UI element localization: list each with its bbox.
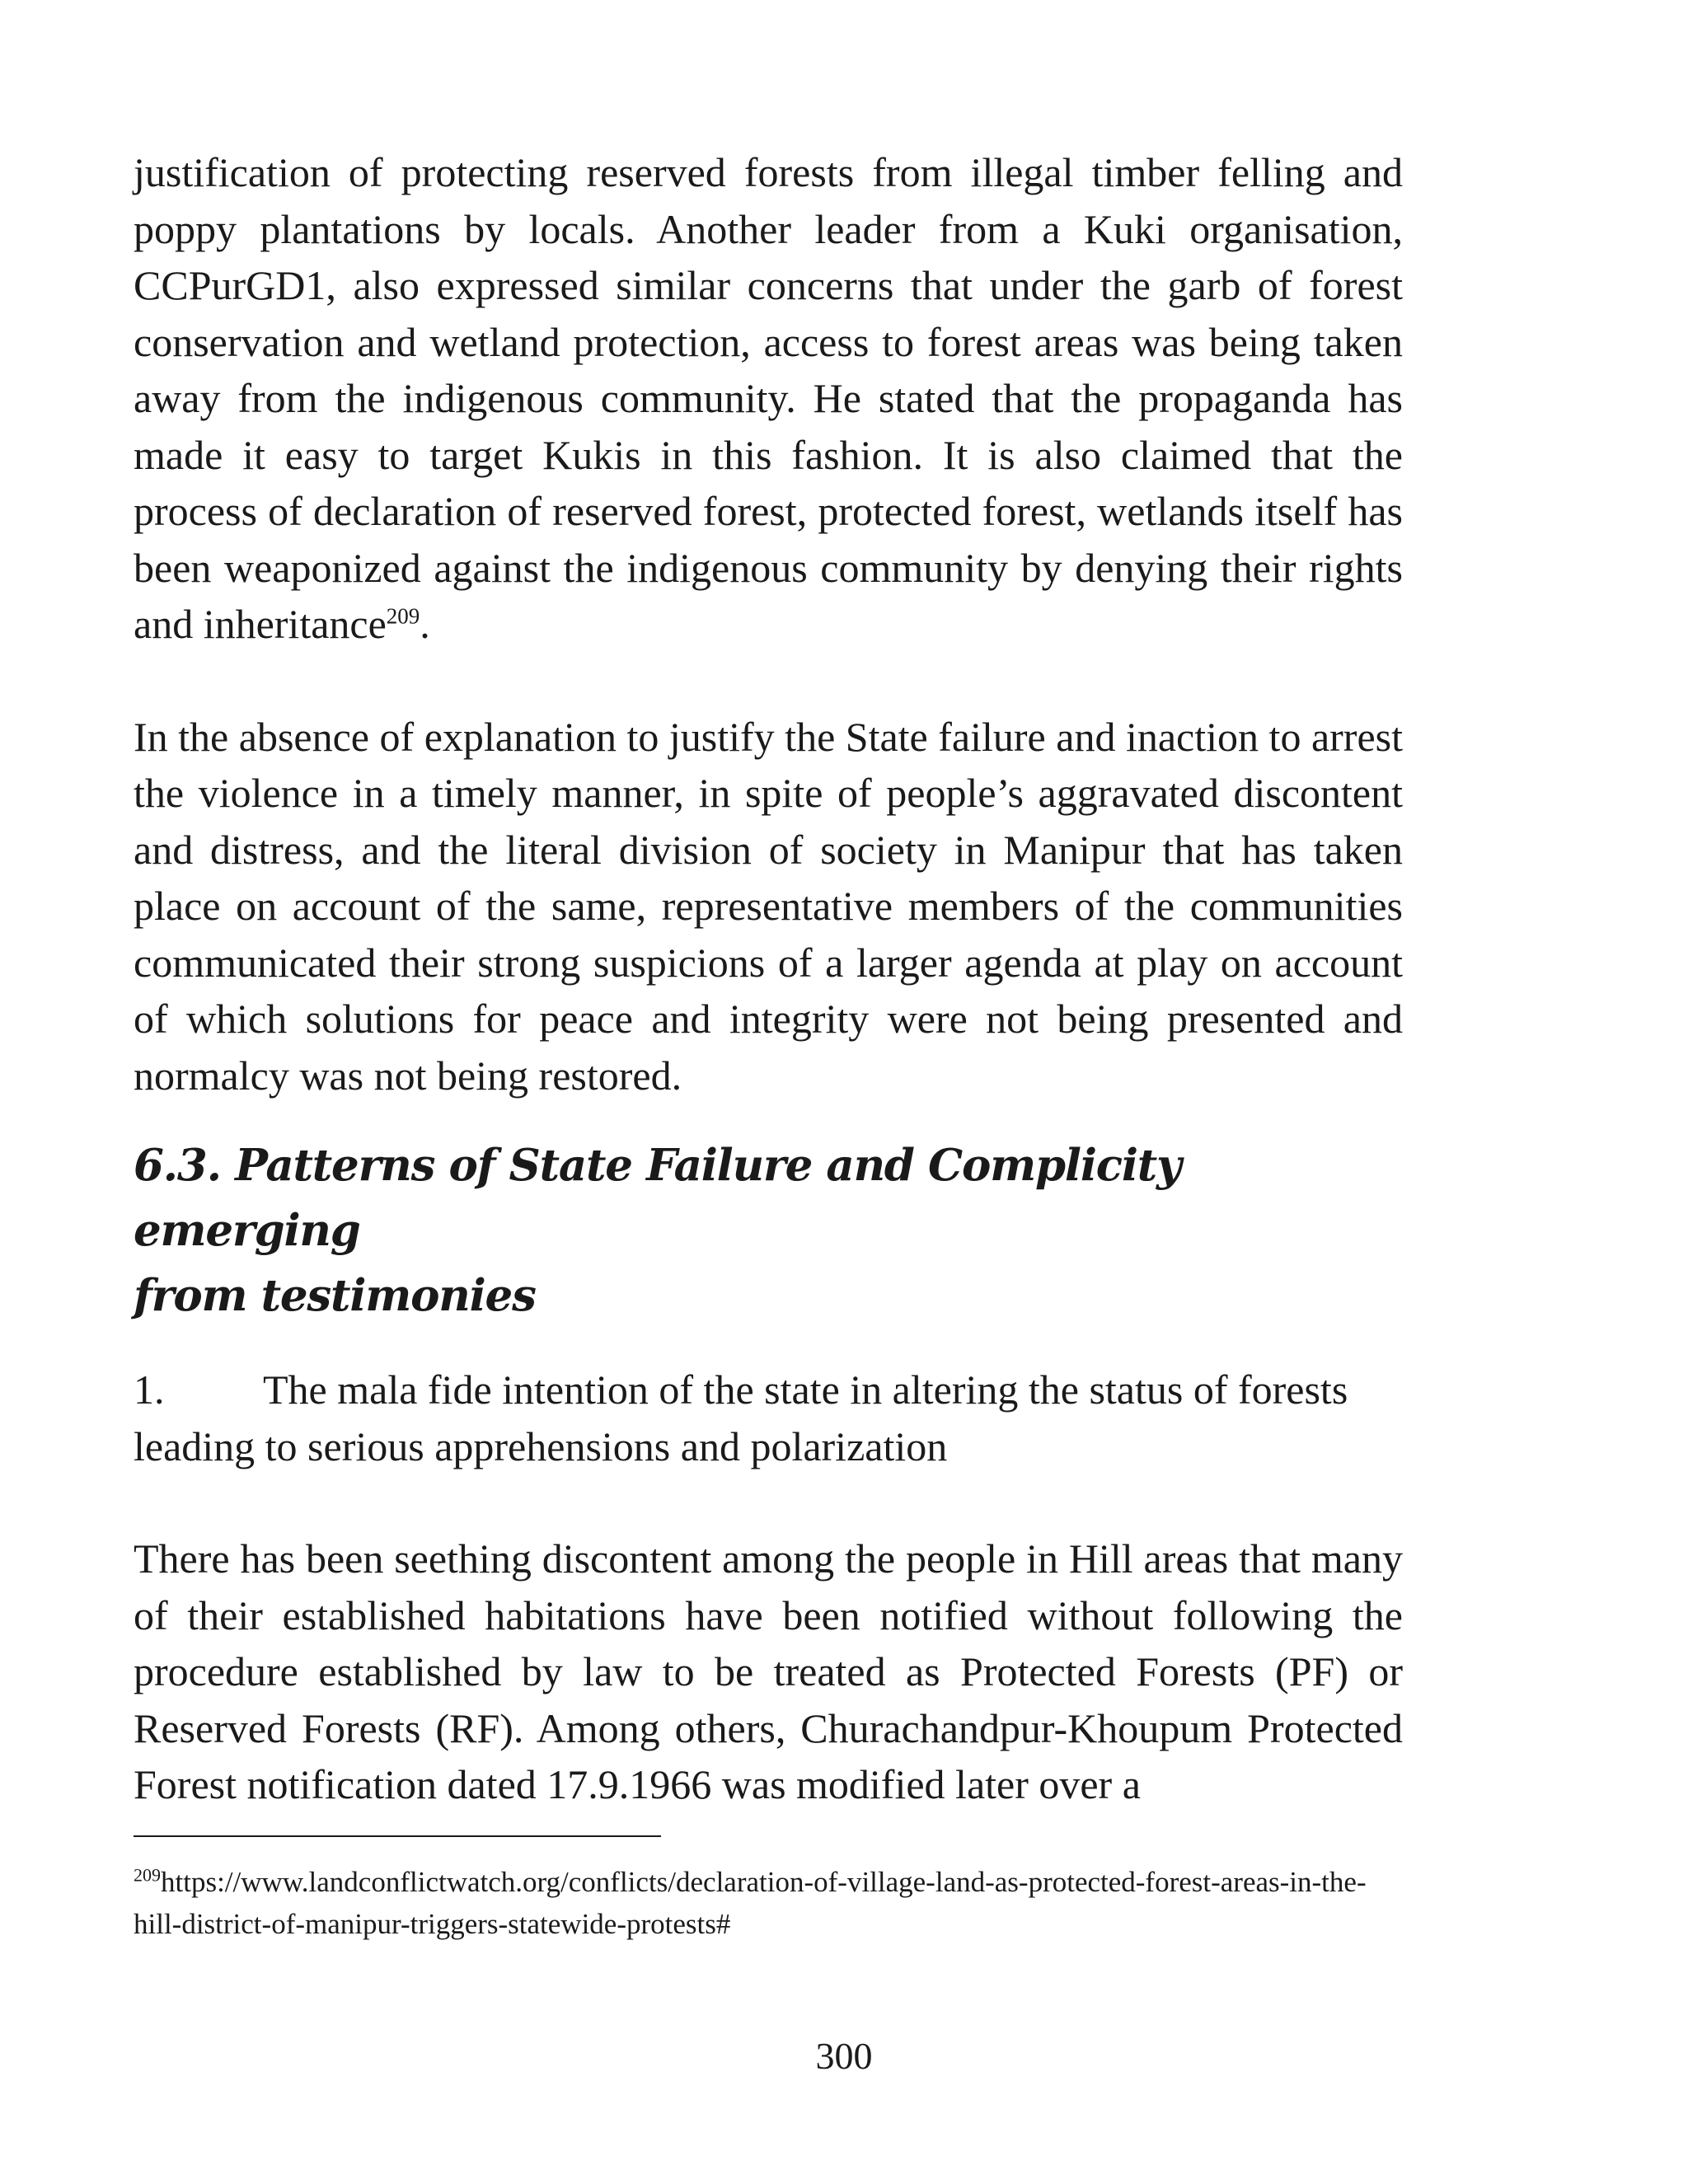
paragraph-spacer [134,1474,1403,1530]
section-heading [134,1133,1403,1329]
list-item-text-start: The mala fide intention of the state in altering the status of forests [263,1366,1348,1413]
list-item [134,1361,1403,1474]
page-body [134,144,1403,1813]
paragraph-3: There has been seething discontent among the people in Hill areas that many of their established habitations have been notified without following the procedure established by law to be treated as Protected Forests (PF) or Reserved Forests (RF). Among others, Churachandpur-Khoupum Protected Forest notification dated 17.9.1966 was modified later over a [134,1535,1403,1807]
footnote [134,1861,1370,1945]
paragraph-1-end: . [420,601,430,647]
paragraph-1-text: justification of protecting reserved forests from illegal timber felling and poppy plantations by locals. Another leader from a Kuki organisation, CCPurGD1, also expressed similar concerns that under the garb of forest conservation and wetland protection, access to forest areas was being taken away from the indigenous community. He stated that the propaganda has made it easy to target Kukis in this fashion. It is also claimed that the process of declaration of reserved forest, protected forest, wetlands itself has been weaponized against the indigenous community by denying their rights and inheritance [134,149,1403,647]
footnote-link[interactable]: https://www.landconflictwatch.org/conflicts/declaration-of-village-land-as-protected-forest-areas-in-the-hill-district-of-manipur-triggers-statewide-protests# [134,1866,1367,1940]
paragraph-2: In the absence of explanation to justify the State failure and inaction to arrest the violence in a timely manner, in spite of people’s aggravated discontent and distress, and the literal division of society in Manipur that has taken place on account of the same, representative members of the communities communicated their strong suspicions of a larger agenda at play on account of which solutions for peace and integrity were not being presented and normalcy was not being restored. [134,713,1403,1099]
list-item-text-rest: leading to serious apprehensions and polarization [134,1422,948,1469]
section-heading-line-2: from testimonies [134,1270,536,1321]
list-item-number: 1. [134,1366,165,1413]
section-heading-line-1: 6.3. Patterns of State Failure and Complicity emerging [134,1140,1181,1256]
footnote-number: 209 [134,1864,161,1886]
paragraph-1 [134,144,1403,653]
page-number: 300 [815,2035,873,2077]
footnote-divider [134,1835,661,1837]
paragraph-spacer [134,653,1403,709]
footnote-reference[interactable]: 209 [386,603,420,629]
